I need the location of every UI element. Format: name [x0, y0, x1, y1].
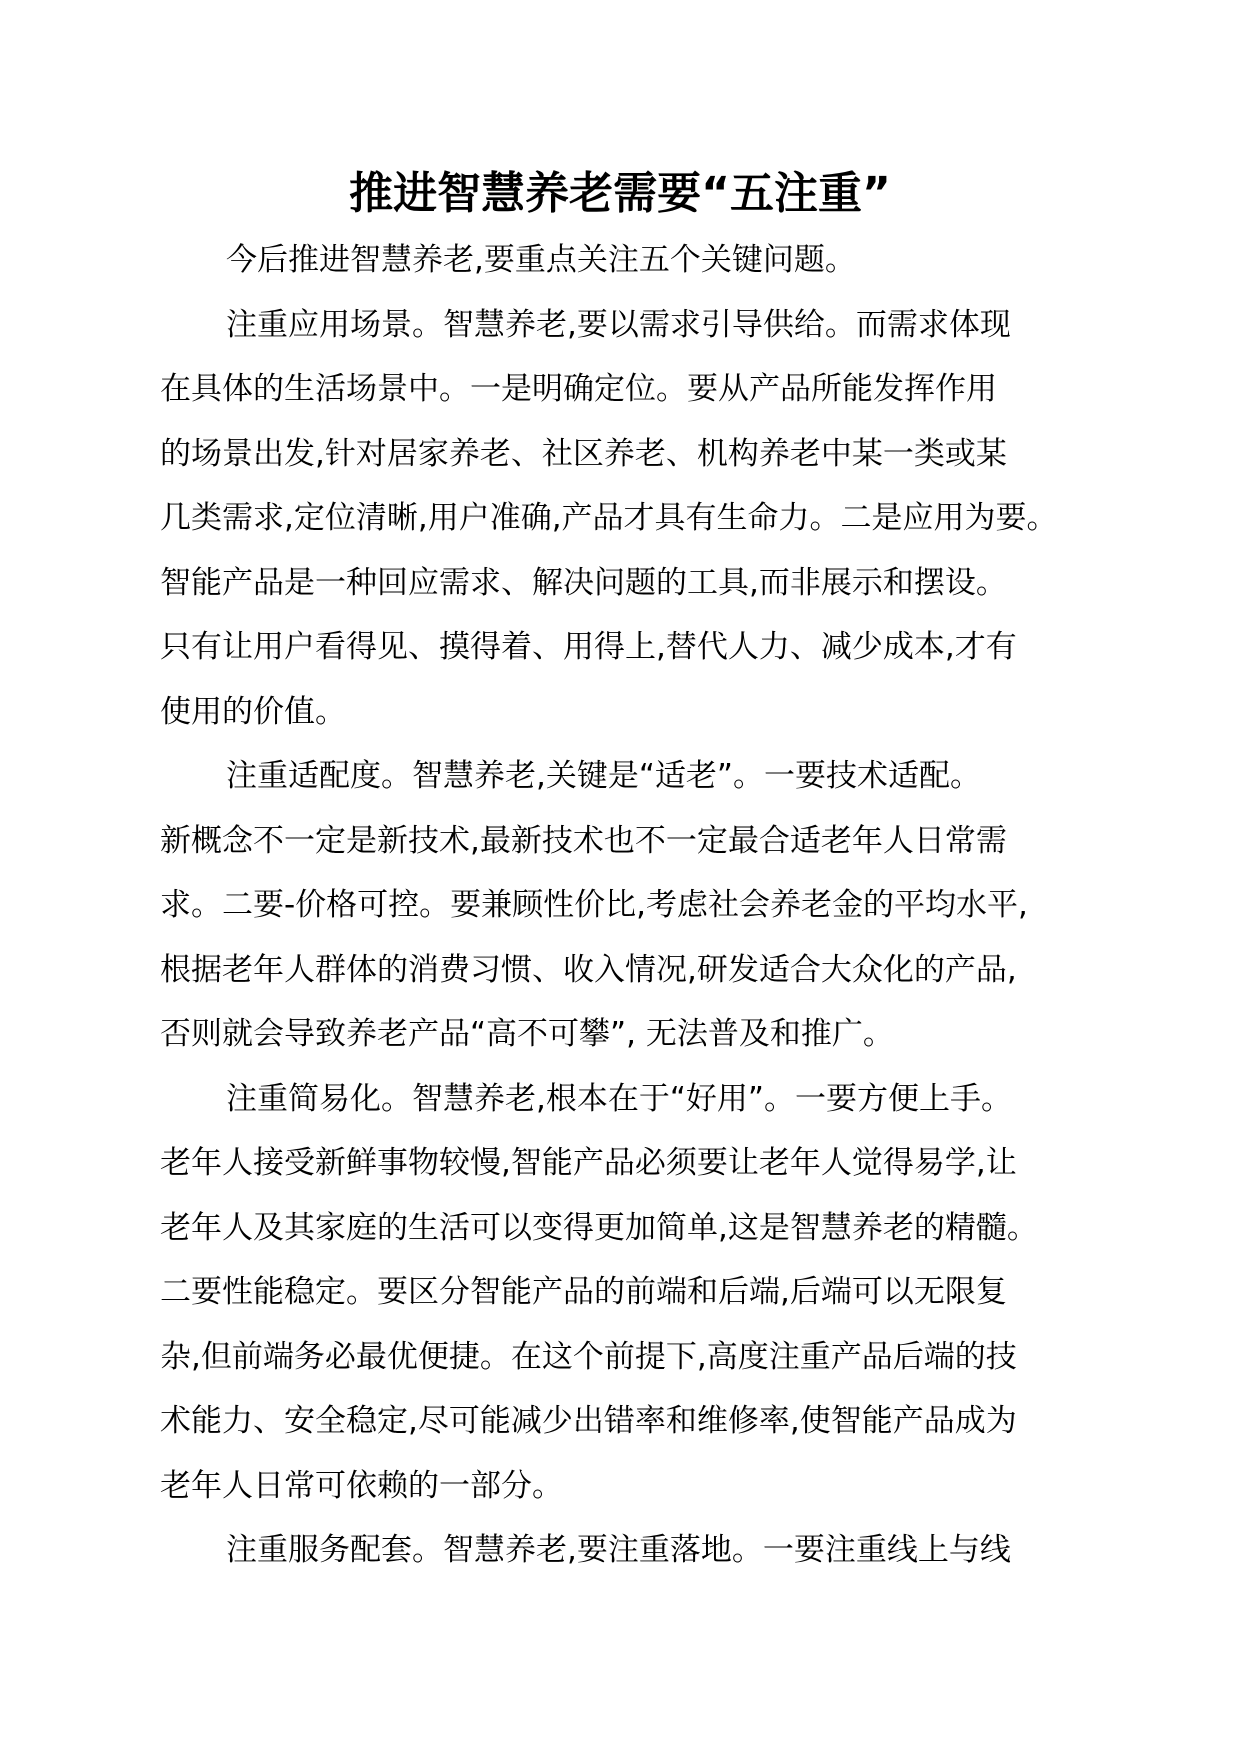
text-line: 智能产品是一种回应需求、解决问题的工具,而非展示和摆设。 [160, 564, 1007, 601]
text-line: 术能力、安全稳定,尽可能减少出错率和维修率,使智能产品成为 [160, 1403, 1017, 1439]
text-line: 根据老年人群体的消费习惯、收入情况,研发适合大众化的产品, [160, 951, 1017, 988]
text-line: 老年人接受新鲜事物较慢,智能产品必须要让老年人觉得易学,让 [160, 1145, 1017, 1181]
text-line: 注重服务配套。智慧养老,要注重落地。一要注重线上与线 [226, 1532, 1011, 1568]
text-line: 今后推进智慧养老,要重点关注五个关键问题。 [226, 242, 856, 278]
paragraph [160, 1518, 1100, 1583]
text-line: 注重应用场景。智慧养老,要以需求引导供给。而需求体现 [226, 306, 1011, 343]
text-line: 求。二要-价格可控。要兼顾性价比,考虑社会养老金的平均水平, [160, 887, 1028, 923]
text-line: 杂,但前端务必最优便捷。在这个前提下,高度注重产品后端的技 [160, 1338, 1017, 1375]
text-line: 注重适配度。智慧养老,关键是“适老”。一要技术适配。 [226, 758, 981, 794]
text-line: 新概念不一定是新技术,最新技术也不一定最合适老年人日常需 [160, 822, 1007, 859]
text-line: 几类需求,定位清晰,用户准确,产品才具有生命力。二是应用为要。 [160, 500, 1058, 536]
paragraph [160, 744, 1100, 1067]
text-line: 的场景出发,针对居家养老、社区养老、机构养老中某一类或某 [160, 435, 1007, 472]
text-line: 老年人日常可依赖的一部分。 [160, 1467, 563, 1504]
text-line: 二要性能稳定。要区分智能产品的前端和后端,后端可以无限复 [160, 1274, 1007, 1310]
document-body [160, 228, 1100, 1583]
text-line: 否则就会导致养老产品“高不可攀”, 无法普及和推广。 [160, 1016, 894, 1052]
paragraph [160, 228, 1100, 293]
text-line: 老年人及其家庭的生活可以变得更加简单,这是智慧养老的精髓。 [160, 1209, 1038, 1246]
document-title: 推进智慧养老需要“五注重” [349, 168, 891, 219]
text-line: 在具体的生活场景中。一是明确定位。要从产品所能发挥作用 [160, 371, 997, 407]
paragraph [160, 1067, 1100, 1519]
text-line: 只有让用户看得见、摸得着、用得上,替代人力、减少成本,才有 [160, 629, 1017, 665]
text-line: 注重简易化。智慧养老,根本在于“好用”。一要方便上手。 [226, 1080, 1012, 1117]
paragraph [160, 293, 1100, 745]
text-line: 使用的价值。 [160, 693, 346, 730]
